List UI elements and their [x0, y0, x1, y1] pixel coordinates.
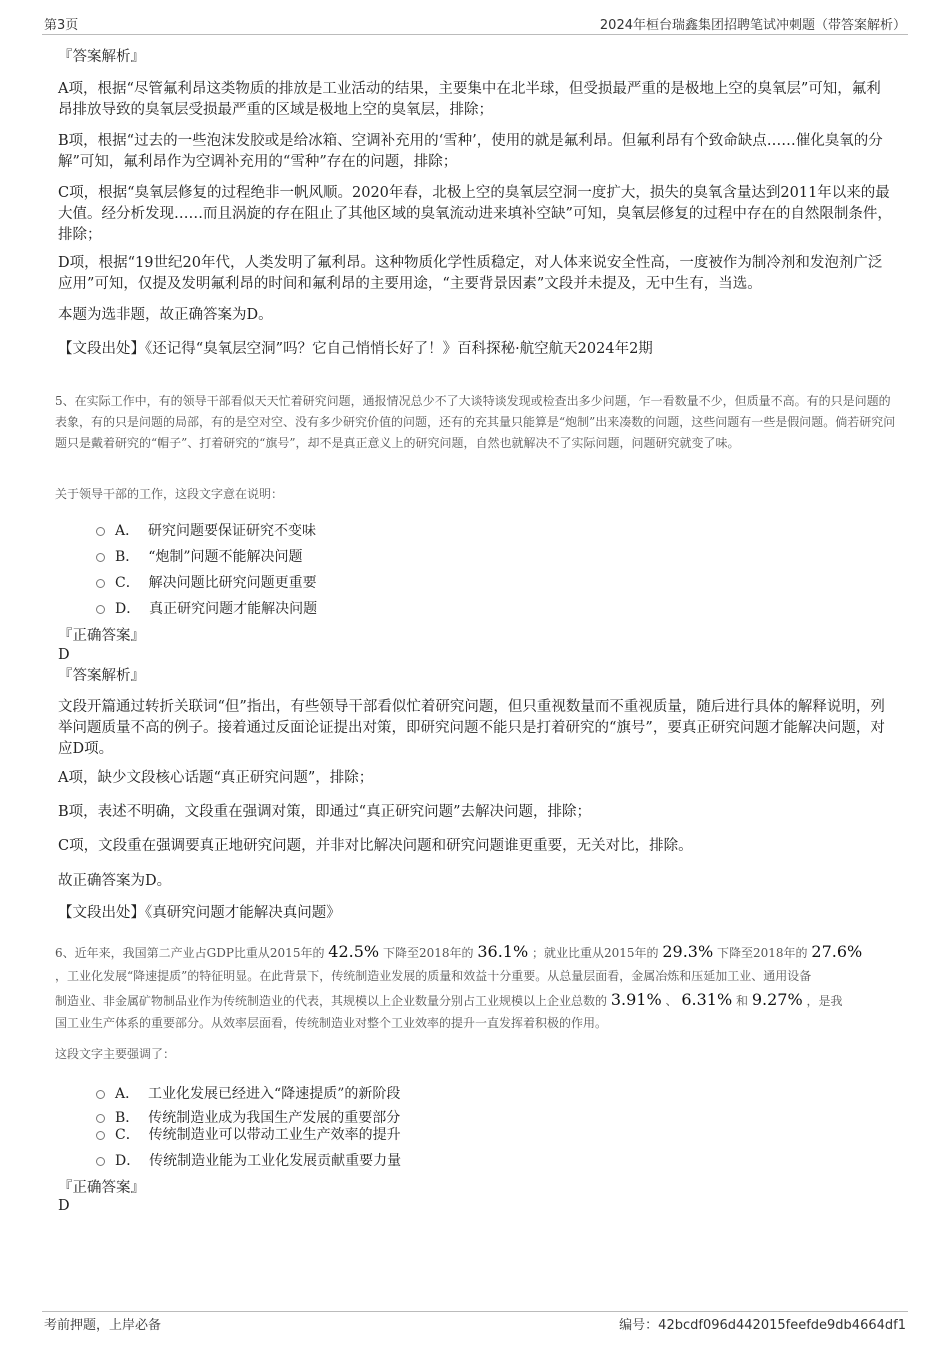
page-number: 第3页	[44, 18, 79, 33]
q6-stem-line2: ，工业化发展“降速提质”的特征明显。在此背景下，传统制造业发展的质量和效益十分重要。从总量层面看，金属冶炼和压延加工业、通用设备	[55, 969, 812, 983]
q4-analysis-a: A项，根据“尽管氟利昂这类物质的排放是工业活动的结果，主要集中在北半球，但受损最严重的是极地上空的臭氧层”可知，氟利昂排放导致的臭氧层受损最严重的区域是极地上空的臭氧层，排除；	[58, 81, 881, 118]
footer-code: 编号：42bcdf096d442015feefde9db4664df1	[619, 1318, 906, 1333]
q6-option-c[interactable]	[96, 1124, 401, 1144]
q4-conclusion: 本题为选非题，故正确答案为D。	[58, 307, 273, 323]
radio-icon[interactable]	[96, 605, 105, 614]
q6-stem-line3	[55, 990, 843, 1009]
q5-analysis-c: C项，文段重在强调要真正地研究问题，并非对比解决问题和研究问题谁更重要，无关对比，排除。	[58, 838, 693, 854]
q5-option-a[interactable]	[96, 520, 316, 540]
option-letter: B．	[115, 1110, 140, 1126]
q4-analysis-c: C项，根据“臭氧层修复的过程绝非一帆风顺。2020年春，北极上空的臭氧层空洞一度扩大，损失的臭氧含量达到2011年以来的最大值。经分析发现……而且涡旋的存在阻止了其他区域的臭氧流动进来填补空缺”可知，臭氧层修复的过程中存在的自然限制条件，排除；	[58, 185, 892, 243]
q5-question: 关于领导干部的工作，这段文字意在说明：	[55, 487, 284, 501]
option-text: 工业化发展已经进入“降速提质”的新阶段	[148, 1086, 401, 1102]
document-title: 2024年桓台瑞鑫集团招聘笔试冲刺题（带答案解析）	[599, 18, 906, 33]
option-letter: C．	[115, 1127, 140, 1143]
q5-conclusion: 故正确答案为D。	[58, 873, 172, 889]
header-divider	[42, 34, 908, 35]
q5-analysis-label: 『答案解析』	[58, 668, 145, 684]
q5-option-c[interactable]	[96, 572, 317, 592]
q6-text: 、	[665, 994, 678, 1008]
q6-math: 6.31%	[681, 990, 733, 1009]
q6-text: ，是我	[806, 994, 843, 1008]
q6-text: 下降至2018年的	[382, 946, 474, 960]
q6-text: 和	[736, 994, 749, 1008]
q5-answer: D	[58, 647, 70, 663]
q5-analysis-b: B项，表述不明确，文段重在强调对策，即通过“真正研究问题”去解决问题，排除；	[58, 804, 591, 820]
q6-math: 36.1%	[477, 942, 529, 961]
radio-icon[interactable]	[96, 553, 105, 562]
q5-analysis: 文段开篇通过转折关联词“但”指出，有些领导干部看似忙着研究问题，但只重视数量而不重视质量，随后进行具体的解释说明，列举问题质量不高的例子。接着通过反面论证提出对策，即研究问题不能只是打着研究的“旗号”，要真正研究问题才能解决问题，对应D项。	[58, 699, 885, 757]
q6-math: 29.3%	[662, 942, 714, 961]
radio-icon[interactable]	[96, 579, 105, 588]
q4-analysis-b: B项，根据“过去的一些泡沫发胶或是给冰箱、空调补充用的‘雪种’，使用的就是氟利昂。但氟利昂有个致命缺点……催化臭氧的分解”可知，氟利昂作为空调补充用的“雪种”存在的问题，排除；	[58, 133, 883, 170]
radio-icon[interactable]	[96, 1114, 105, 1123]
footer-divider	[42, 1311, 908, 1312]
q6-text: 制造业、非金属矿物制品业作为传统制造业的代表，其规模以上企业数量分别占工业规模以上企业总数的	[55, 994, 608, 1008]
option-letter: A．	[115, 1086, 140, 1102]
q4-analysis-label: 『答案解析』	[58, 49, 145, 65]
footer-slogan: 考前押题，上岸必备	[44, 1318, 162, 1333]
q5-source: 【文段出处】《真研究问题才能解决真问题》	[58, 905, 341, 921]
q5-stem: 5、在实际工作中，有的领导干部看似天天忙着研究问题，通报情况总少不了大谈特谈发现或检查出多少问题，乍一看数量不少，但质量不高。有的只是问题的表象，有的只是问题的局部，有的是空对空、没有多少研究价值的问题，还有的充其量只能算是“炮制”出来凑数的问题，这些问题有一些是假问题。倘若研究问题只是戴着研究的“帽子”、打着研究的“旗号”，却不是真正意义上的研究问题，自然也就解决不了实际问题，问题研究就变了味。	[55, 394, 896, 450]
q6-text: 下降至2018年的	[717, 946, 808, 960]
option-text: 传统制造业可以带动工业生产效率的提升	[148, 1127, 401, 1143]
q6-option-a[interactable]	[96, 1083, 400, 1103]
q6-math: 3.91%	[610, 990, 662, 1009]
option-letter: A．	[115, 523, 140, 539]
option-text: 传统制造业能为工业化发展贡献重要力量	[149, 1153, 402, 1169]
q5-answer-label: 『正确答案』	[58, 628, 145, 644]
radio-icon[interactable]	[96, 1090, 105, 1099]
q6-math: 27.6%	[811, 942, 863, 961]
option-letter: D．	[115, 1153, 141, 1169]
option-text: 研究问题要保证研究不变味	[148, 523, 317, 539]
q6-text: 6、近年来，我国第二产业占GDP比重从2015年的	[55, 946, 325, 960]
q6-question: 这段文字主要强调了：	[55, 1047, 176, 1061]
q6-text: ；就业比重从2015年的	[531, 946, 659, 960]
option-text: “炮制”问题不能解决问题	[148, 549, 303, 565]
option-letter: D．	[115, 601, 141, 617]
radio-icon[interactable]	[96, 1131, 105, 1140]
q5-option-d[interactable]	[96, 598, 317, 618]
option-letter: C．	[115, 575, 140, 591]
q6-stem-line1	[55, 942, 862, 961]
q4-analysis-d: D项，根据“19世纪20年代，人类发明了氟利昂。这种物质化学性质稳定，对人体来说安全性高，一度被作为制冷剂和发泡剂广泛应用”可知，仅提及发明氟利昂的时间和氟利昂的主要用途，“主要背景因素”文段并未提及，无中生有，当选。	[58, 255, 883, 292]
option-text: 传统制造业成为我国生产发展的重要部分	[148, 1110, 401, 1126]
q6-math: 9.27%	[751, 990, 803, 1009]
q6-answer-label: 『正确答案』	[58, 1180, 145, 1196]
q6-answer: D	[58, 1198, 70, 1214]
option-letter: B．	[115, 549, 140, 565]
radio-icon[interactable]	[96, 1157, 105, 1166]
radio-icon[interactable]	[96, 527, 105, 536]
q6-stem-line4: 国工业生产体系的重要部分。从效率层面看，传统制造业对整个工业效率的提升一直发挥着积极的作用。	[55, 1016, 608, 1030]
q6-option-d[interactable]	[96, 1150, 401, 1170]
option-text: 真正研究问题才能解决问题	[149, 601, 318, 617]
option-text: 解决问题比研究问题更重要	[148, 575, 317, 591]
q5-option-b[interactable]	[96, 546, 303, 566]
q6-math: 42.5%	[328, 942, 380, 961]
q4-source: 【文段出处】《还记得“臭氧层空洞”吗？它自己悄悄长好了！》百科探秘·航空航天2024年2期	[58, 341, 653, 357]
q5-analysis-a: A项，缺少文段核心话题“真正研究问题”，排除；	[58, 770, 374, 786]
